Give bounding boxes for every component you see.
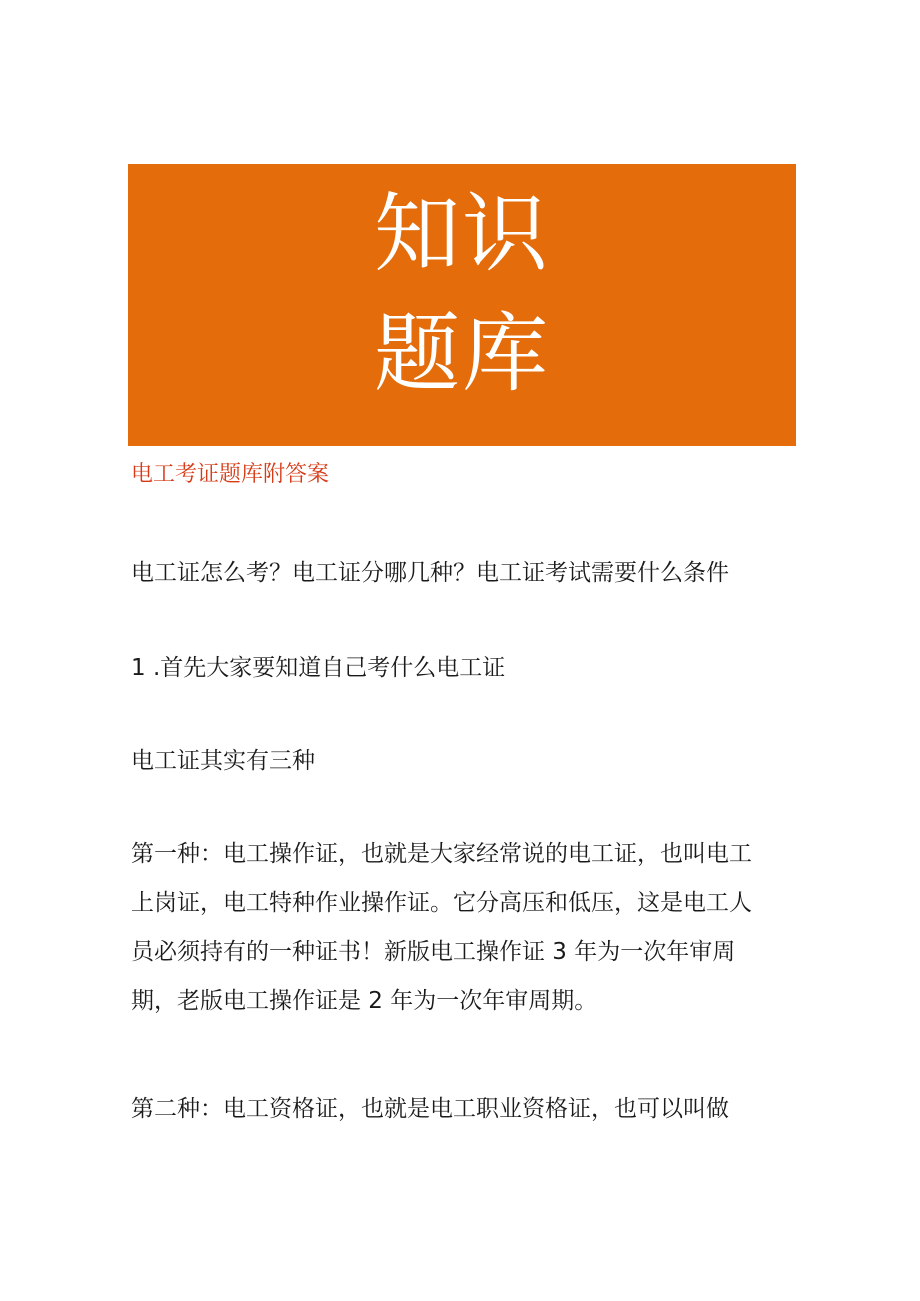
paragraph-type-1 — [131, 830, 801, 1026]
paragraph-three-types: 电工证其实有三种 — [131, 748, 315, 774]
title-banner — [128, 164, 796, 446]
document-subtitle: 电工考证题库附答案 — [131, 462, 330, 487]
banner-title-line-2: 题库 — [374, 304, 550, 404]
paragraph-type-2: 第二种：电工资格证，也就是电工职业资格证，也可以叫做 — [131, 1096, 729, 1122]
paragraph-line: 第一种：电工操作证，也就是大家经常说的电工证，也叫电工 — [131, 841, 752, 867]
paragraph-line: 员必须持有的一种证书！新版电工操作证 3 年为一次年审周 — [131, 939, 736, 965]
paragraph-question: 电工证怎么考？电工证分哪几种？电工证考试需要什么条件 — [131, 560, 729, 586]
paragraph-line: 上岗证，电工特种作业操作证。它分高压和低压，这是电工人 — [131, 890, 752, 916]
paragraph-step-1: 1 .首先大家要知道自己考什么电工证 — [131, 655, 506, 681]
banner-title-line-1: 知识 — [374, 184, 550, 284]
paragraph-line: 期，老版电工操作证是 2 年为一次年审周期。 — [131, 988, 598, 1014]
